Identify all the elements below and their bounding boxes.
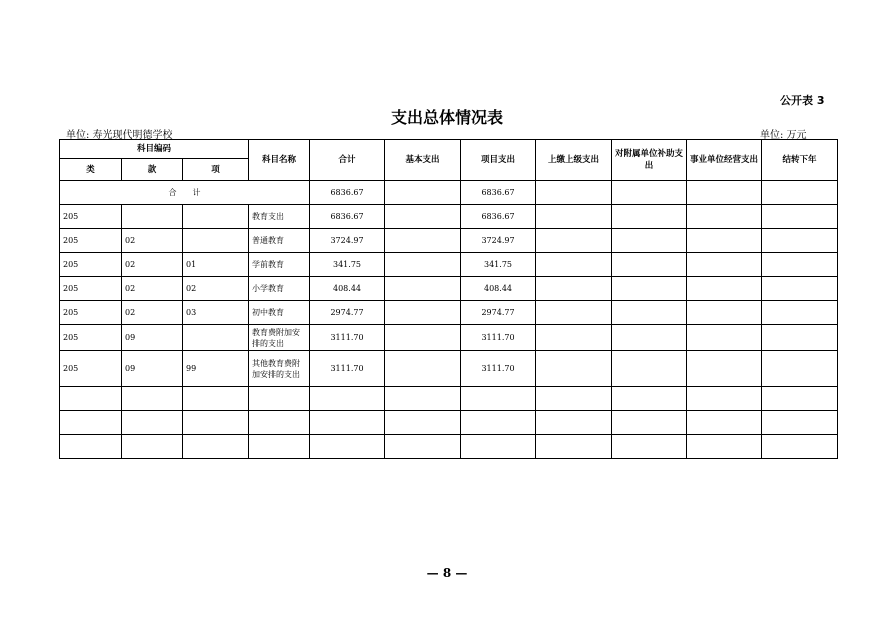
total-project: 6836.67 (461, 181, 536, 205)
header-project-expenditure: 项目支出 (461, 140, 536, 181)
unit-currency: 单位: 万元 (760, 130, 807, 141)
cell-basic (385, 351, 461, 387)
cell-basic (385, 277, 461, 301)
cell-subject-name: 学前教育 (249, 253, 310, 277)
cell-total: 341.75 (310, 253, 385, 277)
cell-subject-name: 普通教育 (249, 229, 310, 253)
header-total: 合计 (310, 140, 385, 181)
cell-subject-name: 其他教育费附加安排的支出 (249, 351, 310, 387)
unit-organization: 单位: 寿光现代明德学校 (66, 130, 173, 141)
cell-kuan: 09 (122, 351, 183, 387)
cell-project: 408.44 (461, 277, 536, 301)
cell-subject-name: 教育支出 (249, 205, 310, 229)
cell-project: 2974.77 (461, 301, 536, 325)
table-row (60, 277, 838, 301)
header-subject-code: 科目编码 (60, 140, 249, 159)
cell-basic (385, 205, 461, 229)
cell-basic (385, 229, 461, 253)
cell-xiang (183, 325, 249, 351)
cell-kuan (122, 205, 183, 229)
header-basic-expenditure: 基本支出 (385, 140, 461, 181)
page-title: 支出总体情况表 (390, 108, 503, 127)
cell-total: 3724.97 (310, 229, 385, 253)
cell-basic (385, 301, 461, 325)
cell-xiang (183, 205, 249, 229)
cell-kuan: 02 (122, 301, 183, 325)
total-basic (385, 181, 461, 205)
cell-xiang (183, 229, 249, 253)
total-row (60, 181, 838, 205)
cell-xiang: 02 (183, 277, 249, 301)
table-row (60, 351, 838, 387)
cell-lei: 205 (60, 205, 122, 229)
header-xiang: 项 (183, 159, 249, 181)
cell-subject-name: 小学教育 (249, 277, 310, 301)
cell-basic (385, 253, 461, 277)
cell-kuan: 09 (122, 325, 183, 351)
header-upper-level-payment: 上缴上级支出 (536, 140, 612, 181)
header-subject-name: 科目名称 (249, 140, 310, 181)
header-business-expenditure: 事业单位经营支出 (687, 140, 762, 181)
empty-row (60, 435, 838, 459)
cell-subject-name: 初中教育 (249, 301, 310, 325)
table-row (60, 253, 838, 277)
total-label: 合 计 (60, 181, 310, 205)
empty-row (60, 411, 838, 435)
cell-total: 3111.70 (310, 325, 385, 351)
cell-project: 341.75 (461, 253, 536, 277)
cell-basic (385, 325, 461, 351)
table-row (60, 325, 838, 351)
cell-lei: 205 (60, 229, 122, 253)
cell-project: 3111.70 (461, 351, 536, 387)
cell-xiang: 03 (183, 301, 249, 325)
cell-project: 6836.67 (461, 205, 536, 229)
cell-xiang: 99 (183, 351, 249, 387)
cell-xiang: 01 (183, 253, 249, 277)
expenditure-table (59, 139, 838, 459)
cell-project: 3724.97 (461, 229, 536, 253)
cell-kuan: 02 (122, 253, 183, 277)
cell-kuan: 02 (122, 229, 183, 253)
total-amount: 6836.67 (310, 181, 385, 205)
table-row (60, 229, 838, 253)
cell-total: 6836.67 (310, 205, 385, 229)
table-row (60, 205, 838, 229)
cell-total: 2974.77 (310, 301, 385, 325)
cell-lei: 205 (60, 301, 122, 325)
cell-project: 3111.70 (461, 325, 536, 351)
header-carryover: 结转下年 (762, 140, 838, 181)
cell-kuan: 02 (122, 277, 183, 301)
cell-lei: 205 (60, 253, 122, 277)
cell-total: 408.44 (310, 277, 385, 301)
cell-subject-name: 教育费附加安排的支出 (249, 325, 310, 351)
cell-lei: 205 (60, 325, 122, 351)
header-lei: 类 (60, 159, 122, 181)
cell-lei: 205 (60, 277, 122, 301)
cell-lei: 205 (60, 351, 122, 387)
document-number: 公开表 3 (780, 94, 825, 107)
header-subsidiary-subsidy: 对附属单位补助支出 (612, 140, 687, 181)
cell-total: 3111.70 (310, 351, 385, 387)
empty-row (60, 387, 838, 411)
table-row (60, 301, 838, 325)
header-kuan: 款 (122, 159, 183, 181)
page-number: — 8 — (426, 566, 468, 580)
